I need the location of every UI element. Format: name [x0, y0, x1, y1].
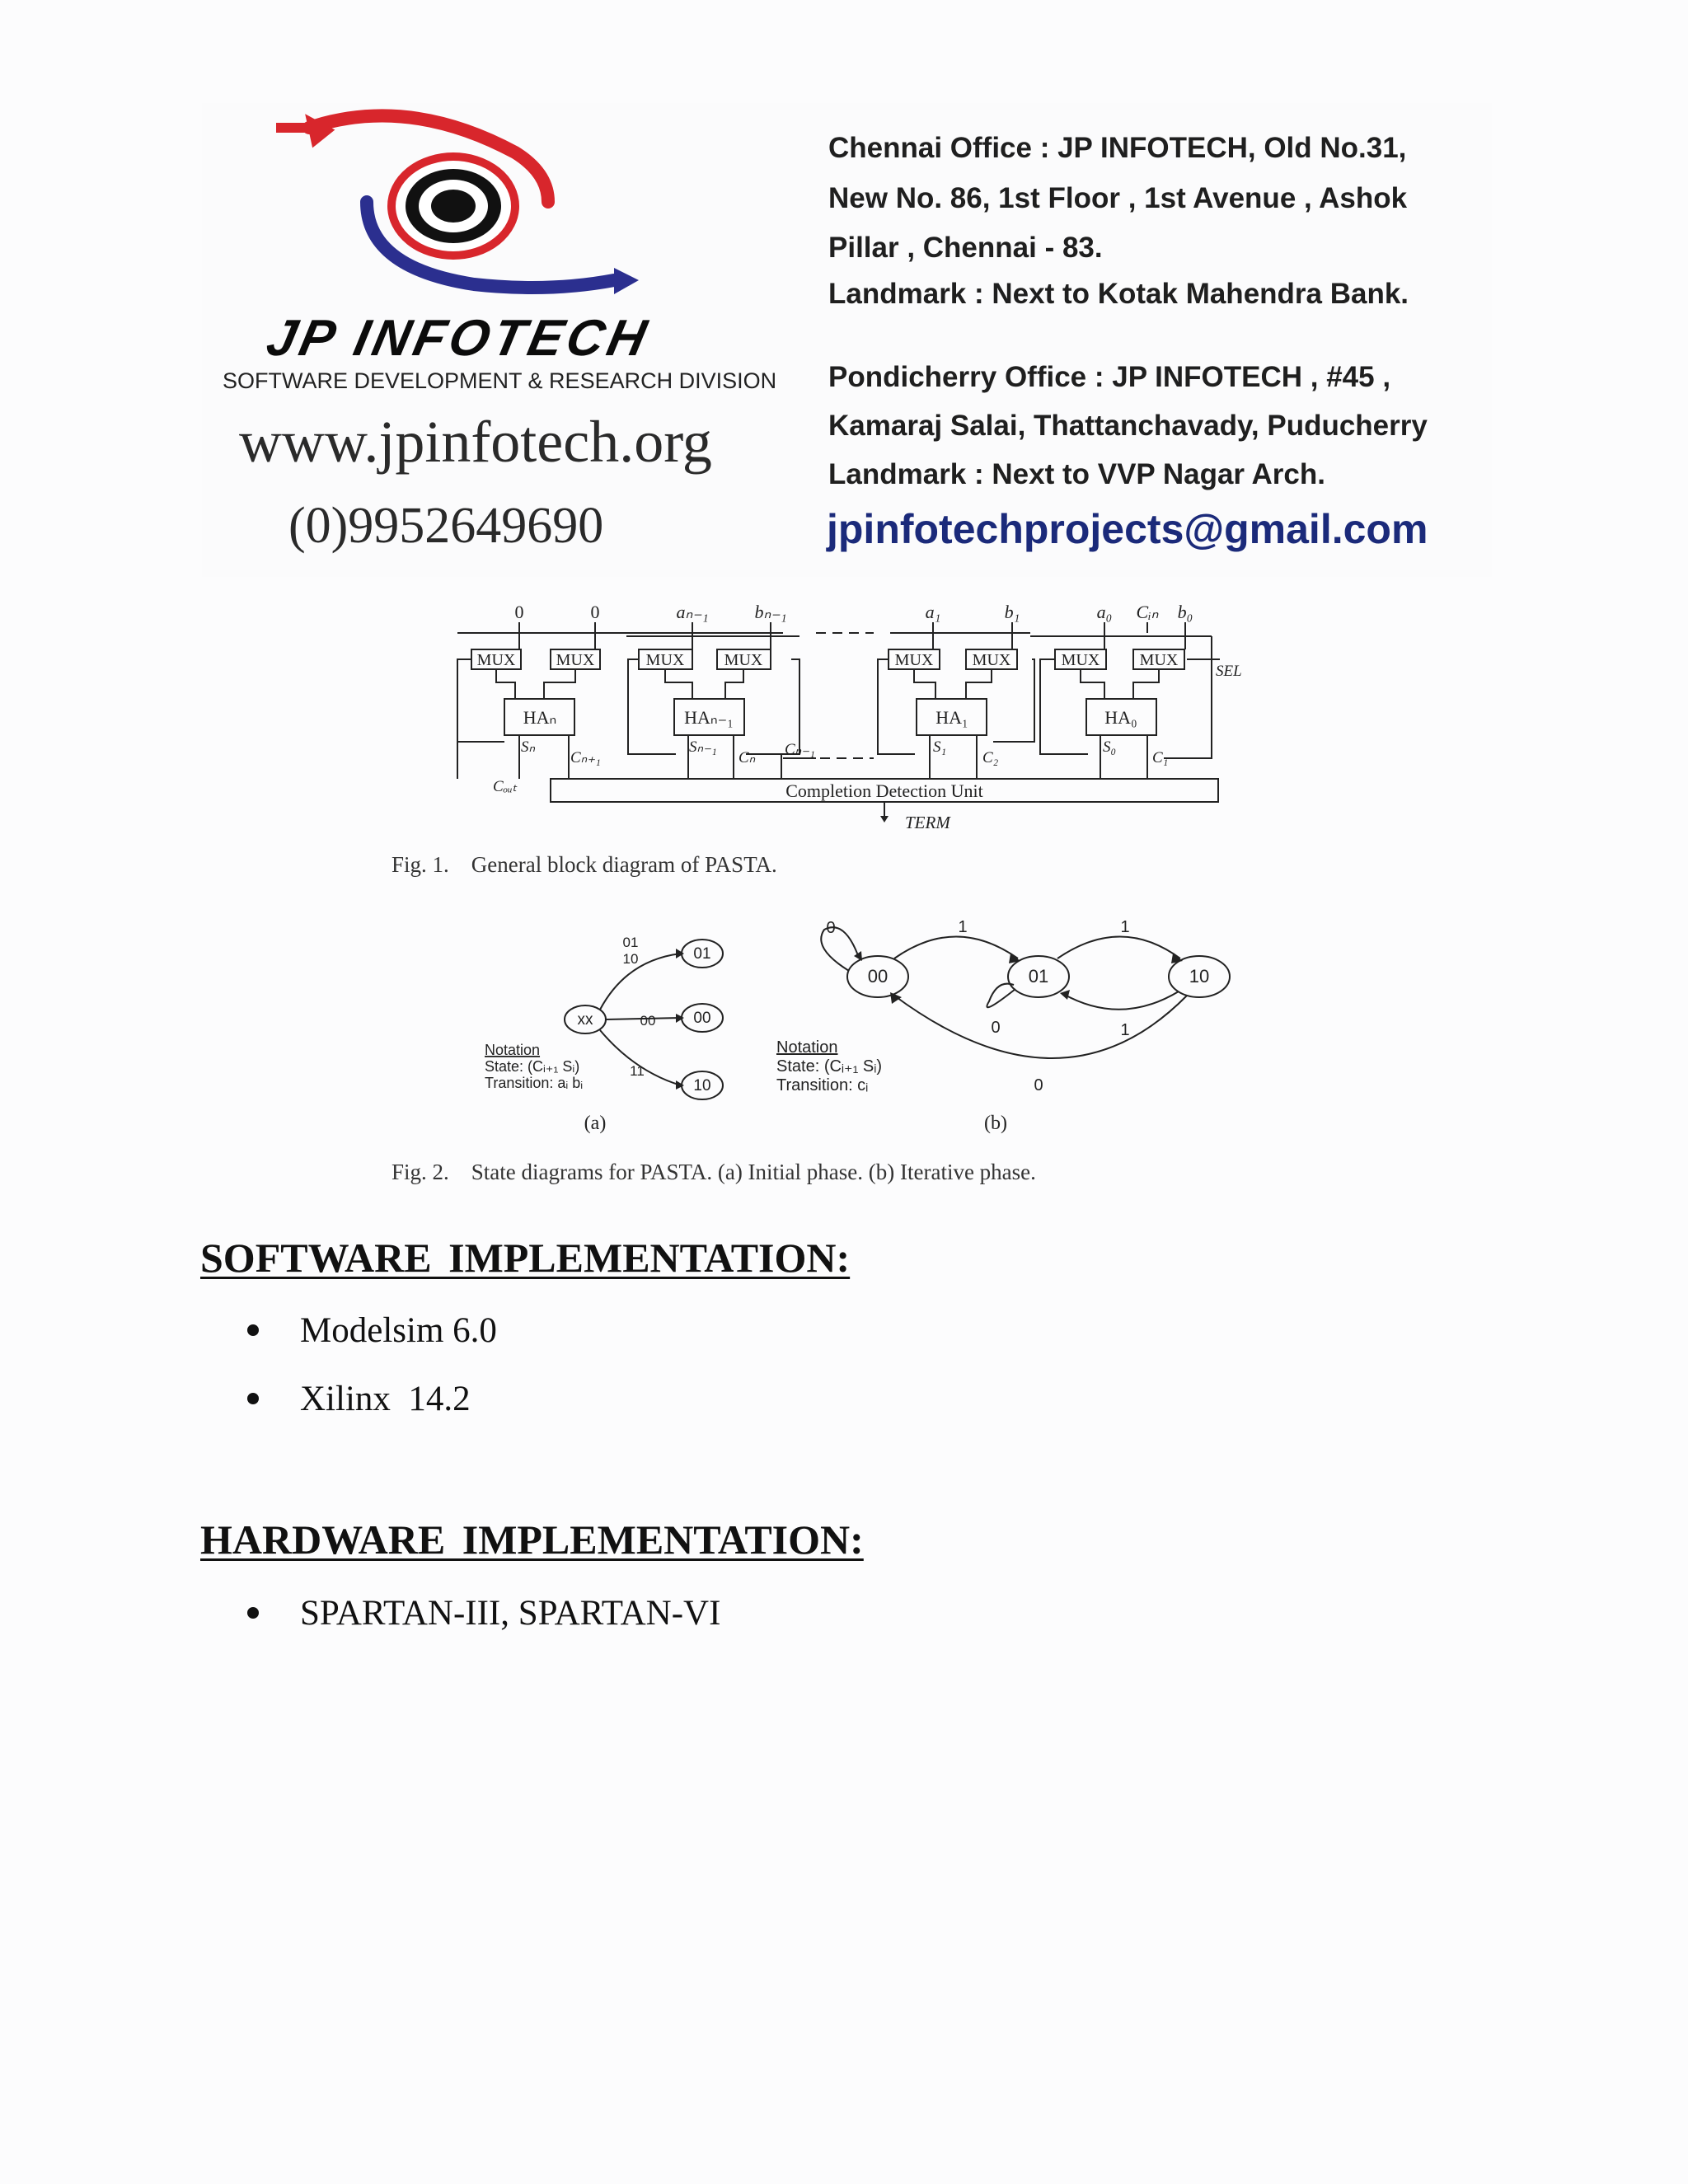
list-item-text: Modelsim 6.0: [300, 1311, 497, 1350]
bullet-icon: [247, 1393, 259, 1404]
transition-label: 10: [622, 951, 639, 967]
sum-label: Sₙ₋₁: [689, 738, 717, 756]
state-label: 00: [693, 1010, 711, 1027]
carry-out-label: Cₒᵤₜ: [493, 778, 518, 795]
pondicherry-address-line: Pondicherry Office : JP INFOTECH , #45 ,: [828, 361, 1391, 393]
sum-label: S₀: [1103, 738, 1117, 756]
transition-label: 1: [958, 918, 968, 936]
input-label-cin: Cᵢₙ: [1136, 602, 1159, 622]
chennai-address-line: Pillar , Chennai - 83.: [828, 232, 1103, 264]
list-item-text: Xilinx 14.2: [300, 1380, 471, 1418]
notation-title: Notation: [776, 1038, 838, 1057]
mux-label: MUX: [556, 651, 595, 669]
state-label: 01: [693, 945, 711, 963]
chennai-address-line: New No. 86, 1st Floor , 1st Avenue , Ashok: [828, 182, 1408, 214]
mux-label: MUX: [1061, 651, 1100, 669]
carry-label: Cₙ: [738, 749, 756, 766]
figure-1-caption: Fig. 1. General block diagram of PASTA.: [392, 852, 777, 877]
carry-label: Cₙ₋₁: [785, 741, 815, 758]
mux-label: MUX: [1139, 651, 1179, 669]
software-heading: SOFTWARE IMPLEMENTATION:: [200, 1235, 851, 1281]
transition-label: 0: [826, 919, 836, 937]
transition-label: 1: [1120, 1021, 1130, 1039]
state-label: 10: [693, 1077, 711, 1094]
carry-label: Cₙ₊₁: [570, 749, 601, 766]
completion-detection-label: Completion Detection Unit: [785, 780, 983, 801]
input-label-zero: 0: [514, 602, 524, 622]
chennai-address-line: Chennai Office : JP INFOTECH, Old No.31,: [828, 132, 1407, 164]
carry-label: C₁: [1152, 749, 1169, 766]
subfigure-label: (b): [984, 1113, 1007, 1134]
transition-label: 11: [630, 1063, 645, 1079]
notation-transition: Transition: aᵢ bᵢ: [485, 1075, 584, 1091]
mux-label: MUX: [894, 651, 934, 669]
pondicherry-landmark: Landmark : Next to VVP Nagar Arch.: [828, 458, 1325, 490]
mux-label: MUX: [972, 651, 1011, 669]
brand-name: JP INFOTECH: [261, 310, 655, 367]
phone-number: (0)9952649690: [288, 498, 604, 554]
transition-label: 01: [622, 935, 639, 950]
input-label-zero: 0: [590, 602, 600, 622]
bullet-icon: [247, 1324, 259, 1336]
sum-label: S₁: [933, 738, 947, 756]
half-adder-label: HA₀: [1104, 707, 1137, 728]
hardware-heading: HARDWARE IMPLEMENTATION:: [200, 1516, 864, 1563]
list-item: [247, 1593, 720, 1633]
website-url[interactable]: www.jpinfotech.org: [239, 409, 712, 475]
mux-label: MUX: [645, 651, 685, 669]
list-item-text: SPARTAN-III, SPARTAN-VI: [300, 1594, 721, 1633]
input-label-a: a₀: [1096, 602, 1113, 622]
carry-label: C₂: [982, 749, 999, 766]
notation-title: Notation: [485, 1042, 541, 1058]
list-item: [247, 1379, 471, 1419]
input-label-b: b₁: [1004, 602, 1020, 622]
transition-label: 0: [1034, 1076, 1043, 1094]
half-adder-label: HAₙ: [523, 707, 557, 728]
input-label-b: b₀: [1177, 602, 1193, 622]
state-label: xx: [577, 1011, 593, 1029]
notation-transition: Transition: cᵢ: [776, 1076, 869, 1094]
half-adder-label: HAₙ₋₁: [684, 707, 734, 728]
select-label: SEL: [1216, 663, 1242, 680]
state-diagram-initial-phase: [485, 935, 723, 1134]
transition-label: 0: [991, 1019, 1001, 1037]
transition-label: 1: [1120, 918, 1130, 936]
input-label-a: aₙ₋₁: [676, 602, 709, 622]
chennai-landmark: Landmark : Next to Kotak Mahendra Bank.: [828, 278, 1409, 310]
mux-label: MUX: [476, 651, 516, 669]
email-address[interactable]: jpinfotechprojects@gmail.com: [827, 506, 1428, 552]
state-diagram-iterative-phase: [776, 918, 1230, 1134]
bullet-icon: [247, 1607, 259, 1619]
notation-state: State: (Cᵢ₊₁ Sᵢ): [776, 1057, 883, 1076]
division-tagline: SOFTWARE DEVELOPMENT & RESEARCH DIVISION: [223, 368, 777, 393]
transition-label: 00: [640, 1013, 656, 1029]
half-adder-label: HA₁: [935, 707, 968, 728]
sum-label: Sₙ: [521, 738, 536, 756]
state-label: 00: [867, 966, 889, 987]
pondicherry-address-line: Kamaraj Salai, Thattanchavady, Puducherry: [828, 410, 1428, 442]
mux-label: MUX: [724, 651, 763, 669]
state-label: 01: [1028, 966, 1049, 987]
input-label-b: bₙ₋₁: [754, 602, 787, 622]
term-label: TERM: [905, 813, 950, 832]
state-label: 10: [1189, 966, 1210, 987]
notation-state: State: (Cᵢ₊₁ Sᵢ): [485, 1058, 580, 1075]
figure-2-caption: Fig. 2. State diagrams for PASTA. (a) Initial phase. (b) Iterative phase.: [392, 1160, 1036, 1184]
list-item: [247, 1310, 497, 1351]
input-label-a: a₁: [925, 602, 941, 622]
subfigure-label: (a): [584, 1113, 607, 1134]
